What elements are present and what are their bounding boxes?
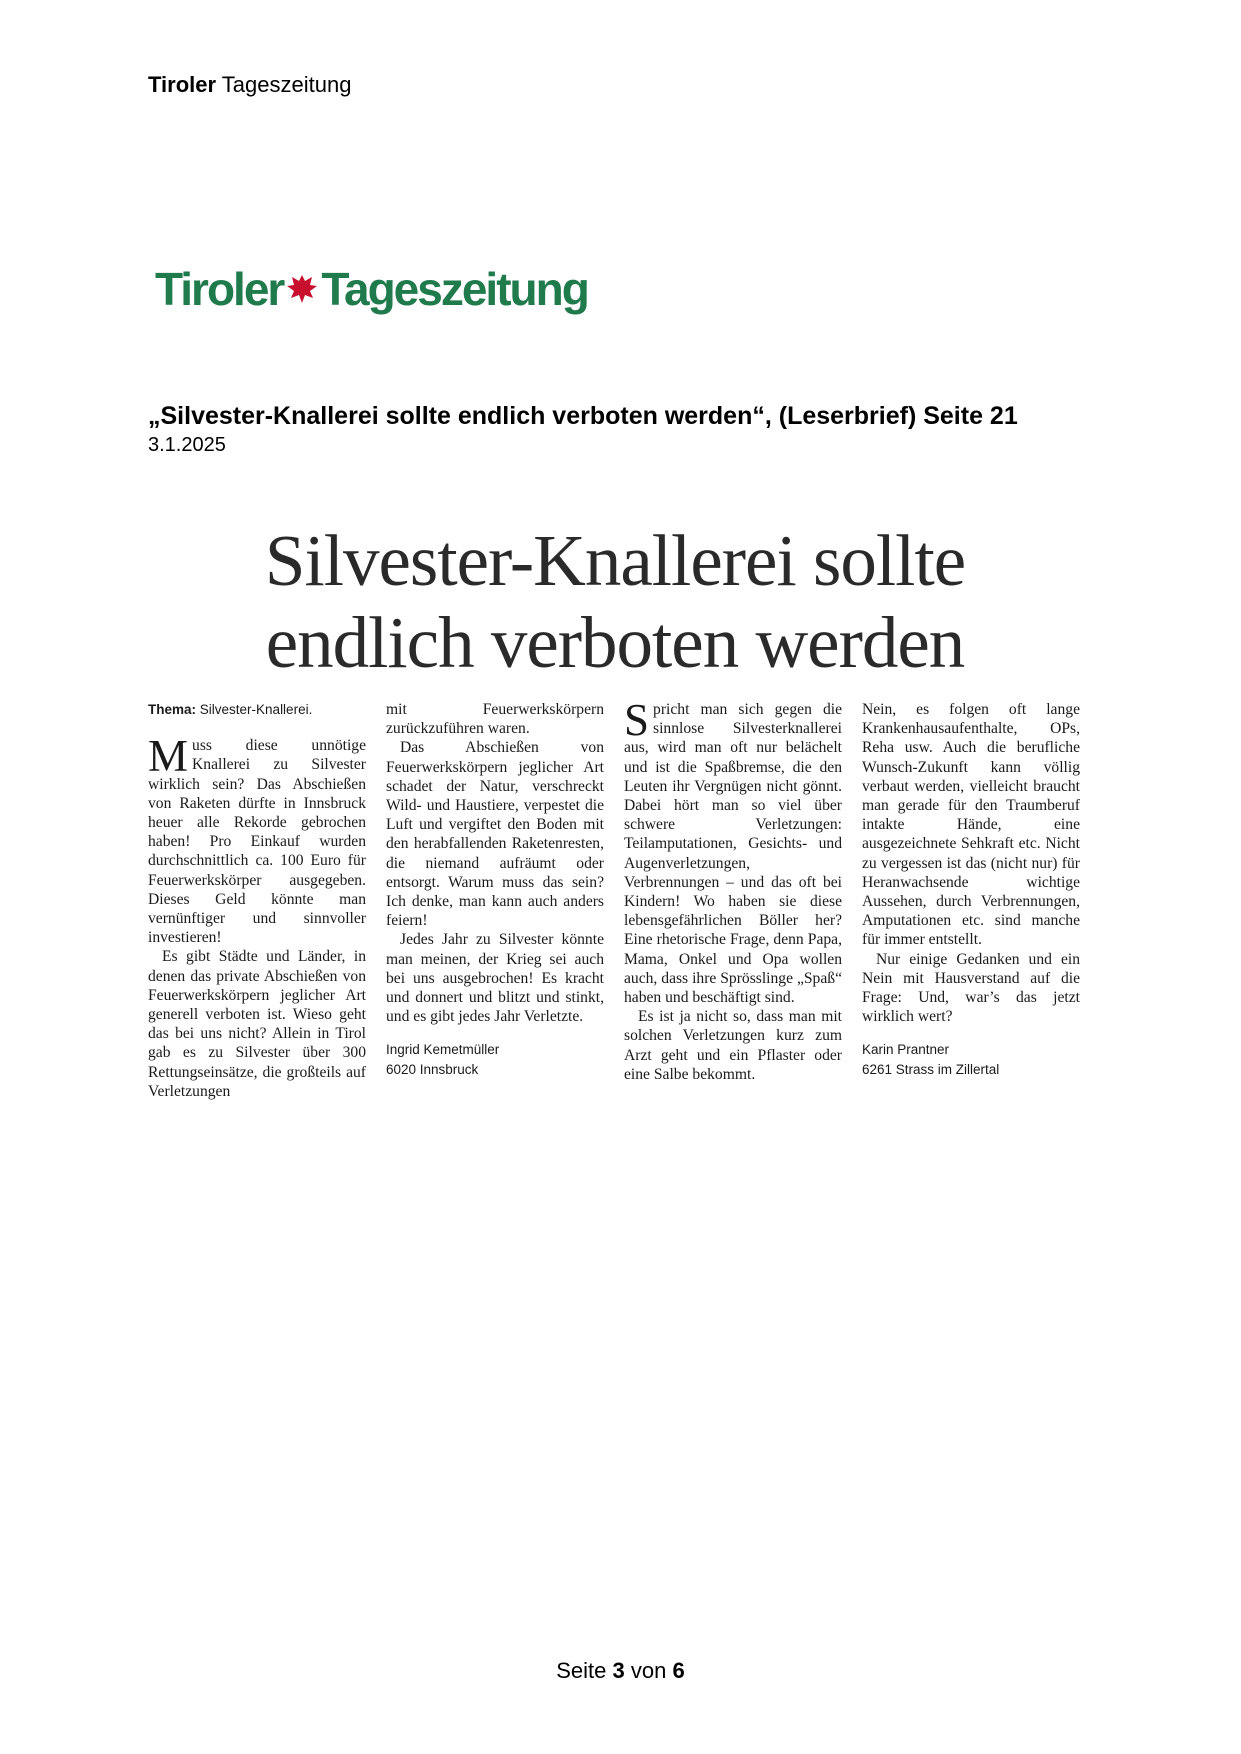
letter2-place: 6261 Strass im Zillertal: [862, 1061, 1000, 1077]
document-title: „Silvester-Knallerei sollte endlich verboten werden“, (Leserbrief) Seite 21: [148, 402, 1018, 430]
letter2-paragraph-2: Es ist ja nicht so, dass man mit solchen Verletzungen kurz zum Arzt geht und ein Pflaster oder eine Salbe bekommt.: [624, 1008, 842, 1083]
newspaper-logo: [155, 262, 588, 316]
footer-prefix: Seite: [556, 1658, 607, 1683]
letter1-signature: [386, 1040, 604, 1079]
letter1-paragraph-5: Jedes Jahr zu Silvester könnte man meinen, der Krieg sei auch bei uns ausgebrochen! Es kracht und donnert und blitzt und stinkt, und es gibt jedes Jahr Verletzte.: [386, 931, 604, 1026]
letter2-dropcap: S: [624, 695, 650, 745]
letter1-dropcap: M: [148, 731, 189, 782]
logo-part1: Tiroler: [155, 263, 284, 315]
header-brand-bold: Tiroler: [148, 72, 217, 97]
letter2-author: Karin Prantner: [862, 1042, 950, 1058]
letter1-paragraph-2: Es gibt Städte und Länder, in denen das private Abschießen von Feuerwerkskörpern jeglicher Art generell verboten ist. Wieso geht das bei uns nicht? Allein in Tirol gab es zu Silvester über 300 Rettungseinsätze, die großteils auf Verletzungen: [148, 948, 366, 1100]
letter1-paragraph-1: [148, 731, 366, 947]
page-footer: [0, 1658, 1241, 1684]
thema-label: Thema:: [148, 702, 197, 717]
headline-line-1: Silvester-Knallerei sollte: [264, 520, 966, 601]
letter2-paragraph-4: Nur einige Gedanken und ein Nein mit Hausverstand auf die Frage: Und, war’s das jetzt wirklich wert?: [862, 950, 1080, 1026]
article-column-2: [386, 700, 604, 1079]
letter2-signature: [862, 1040, 1080, 1079]
document-date: 3.1.2025: [148, 434, 226, 456]
thema-value: Silvester-Knallerei.: [199, 702, 313, 717]
thema-line: [148, 700, 366, 719]
letter2-p1-text: pricht man sich gegen die sinnlose Silvesterknallerei aus, wird man oft nur belächelt und ist die Spaßbremse, die den Leuten ihr Vergnügen nicht gönnt. Dabei hört man so viel über schwere Verletzungen: Teilamputationen, Gesichts- und Augenverletzungen, Verbrennungen – und das oft bei Kindern! Wo haben sie diese lebensgefährlichen Böller her? Eine rhetorische Frage, denn Papa, Mama, Onkel und Opa wollen auch, dass ihre Sprösslinge „Spaß“ haben und beschäftigt sind.: [624, 701, 842, 1007]
footer-total-pages: 6: [672, 1658, 685, 1683]
headline-line-2: endlich verboten werden: [265, 602, 965, 683]
article-column-1: [148, 700, 366, 1101]
letter2-paragraph-1: [624, 695, 842, 1007]
letter1-paragraph-3: mit Feuerwerkskörpern zurückzuführen waren.: [386, 701, 604, 738]
letter1-paragraph-4: Das Abschießen von Feuerwerkskörpern jeglicher Art schadet der Natur, verschreckt Wild- und Haustiere, verpestet die Luft und vergiftet den Boden mit den herabfallenden Raketenresten, die niemand aufräumt oder entsorgt. Warum muss das sein? Ich denke, man kann auch anders feiern!: [386, 739, 604, 930]
header-brand-regular: Tageszeitung: [221, 72, 352, 97]
eagle-emblem-icon: [285, 272, 319, 306]
newspaper-clipping: [148, 520, 1082, 1105]
letter1-p1-text: uss diese unnötige Knallerei zu Silvester wirklich sein? Das Abschießen von Raketen dürfte in Innsbruck heuer alle Rekorde gebrochen haben! Pro Einkauf wurden durchschnittlich ca. 100 Euro für Feuerwerkskörper ausgegeben. Dieses Geld könnte man vernünftiger und sinnvoller investieren!: [148, 737, 366, 947]
logo-part2: Tageszeitung: [321, 263, 588, 315]
footer-current-page: 3: [612, 1658, 625, 1683]
article-column-3: [624, 695, 842, 1084]
article-headline: [148, 520, 1082, 684]
header-brand: [148, 72, 351, 98]
article-column-4: [862, 700, 1080, 1079]
letter2-paragraph-3: Nein, es folgen oft lange Krankenhausaufenthalte, OPs, Reha usw. Auch die berufliche Wunsch-Zukunft kann völlig verbaut werden, vielleicht braucht man gerade für den Traumberuf intakte Hände, eine ausgezeichnete Sehkraft etc. Nicht zu vergessen ist das (nicht nur) für Heranwachsende wichtige Aussehen, durch Verbrennungen, Amputationen etc. sind manche für immer entstellt.: [862, 701, 1080, 949]
letter1-author: Ingrid Kemetmüller: [386, 1042, 500, 1058]
letter1-place: 6020 Innsbruck: [386, 1061, 479, 1077]
footer-middle: von: [630, 1658, 667, 1683]
